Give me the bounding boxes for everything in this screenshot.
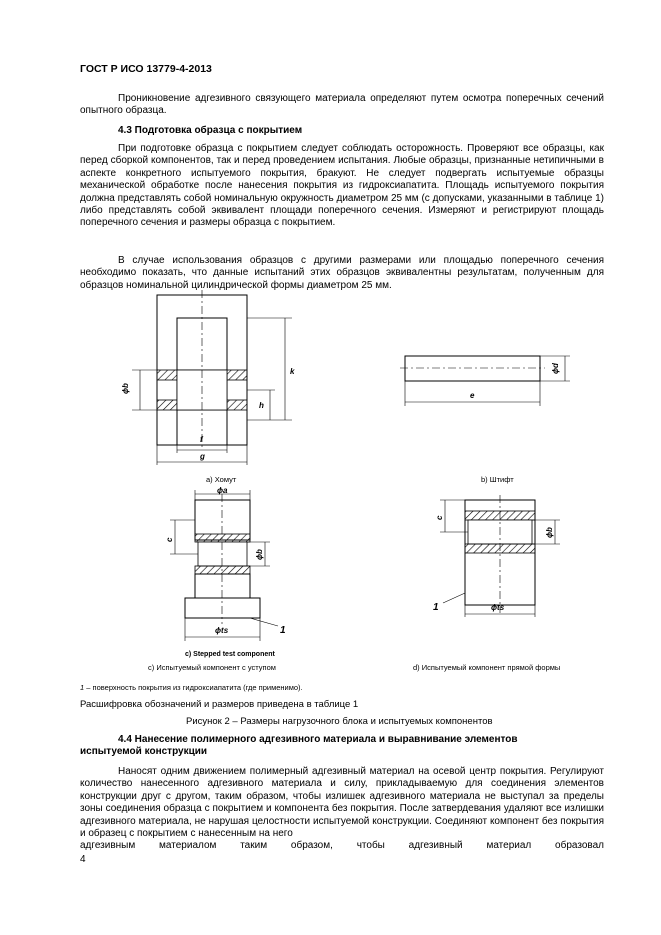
section-4-4-title-line-1: 4.4 Нанесение полимерного адгезивного материала и выравнивание элементов [118, 734, 518, 745]
label-phi-b: ϕb [121, 383, 130, 394]
document-code: ГОСТ Р ИСО 13779-4-2013 [80, 63, 212, 75]
caption-d: d) Испытуемый компонент прямой формы [413, 663, 561, 672]
caption-a: а) Хомут [206, 475, 237, 484]
label-phi-a: ϕa [217, 486, 228, 495]
label-e: e [470, 391, 475, 400]
section-4-3-paragraph-1: При подготовке образца с покрытием следует соблюдать осторожность. Проверяют все образцы, как перед сборкой компонентов, так и перед проведением испытания. Любые образцы, признанные нетипичными в аспекте конкретного испытуемого покрытия, бракуют. Не следует подвергать испытуемые образцы механической обработке после нанесения покрытия из гидроксиапатита. Площадь испытуемого покрытия должна представлять собой номинальную окружность диаметром 25 мм (с допусками, указанными в таблице 1) либо представлять собой эквивалент площади поперечного сечения. Измеряют и регистрируют площадь поперечного сечения и размеры образца с покрытием. [80, 143, 604, 229]
figure-note-text: – поверхность покрытия из гидроксиапатита (где применимо). [84, 683, 303, 692]
section-4-4-paragraph-1-last-line: адгезивным материалом таким образом, чтобы адгезивный материал образовал [80, 840, 604, 851]
section-4-3-paragraph-2: В случае использования образцов с другими размерами или площадью поперечного сечения необходимо показать, что данные испытаний этих образцов эквивалентны результатам, полученным для образцов номинальной цилиндрической формы диаметром 25 мм. [80, 255, 604, 291]
intro-paragraph: Проникновение адгезивного связующего материала определяют путем осмотра поперечных сечений опытного образца. [80, 93, 604, 117]
label-one-d: 1 [433, 602, 439, 613]
section-4-4-title-line-2: испытуемой конструкции [80, 746, 208, 757]
label-g: g [200, 452, 205, 461]
figure-a-clamp [120, 290, 310, 470]
label-phi-b-c: ϕb [255, 549, 264, 560]
label-phi-ts-d: ϕts [491, 603, 505, 612]
label-c-d: c [435, 515, 444, 520]
label-c: c [165, 537, 174, 542]
figure-c-stepped-component [160, 486, 300, 646]
label-phi-b-d: ϕb [545, 527, 554, 538]
figure-note-number: 1 [80, 683, 85, 692]
label-phi-d: ϕd [551, 363, 560, 374]
caption-c-en: c) Stepped test component [185, 651, 275, 658]
figure-b-pin [395, 350, 585, 410]
section-4-3-title: 4.3 Подготовка образца с покрытием [118, 125, 303, 136]
caption-b: b) Штифт [481, 475, 514, 484]
figure-d-straight-component [425, 495, 575, 620]
figure-legend: Расшифровка обозначений и размеров приведена в таблице 1 [80, 699, 359, 710]
label-one-c: 1 [280, 625, 286, 636]
label-k: k [290, 367, 295, 376]
label-phi-ts-c: ϕts [215, 626, 229, 635]
label-h: h [259, 401, 264, 410]
figure-title: Рисунок 2 – Размеры нагрузочного блока и испытуемых компонентов [186, 716, 493, 727]
page-number: 4 [80, 854, 86, 865]
caption-c: с) Испытуемый компонент с уступом [148, 663, 276, 672]
section-4-4-paragraph-1: Наносят одним движением полимерный адгезивный материал на осевой центр покрытия. Регулируют количество нанесенного адгезивного материала и силу, прикладываемую для соединения элементов конструкции друг с другом, таким образом, чтобы излишек адгезивного материала не выступал за пределы зоны соединения образца с покрытием и компонента без покрытия. После затвердевания удаляют все излишки адгезивного материала, не нарушая целостности испытуемой конструкции. Соединяют компонент без покрытия и образец с покрытием с нанесенным на него [80, 766, 604, 840]
figure-note [80, 683, 303, 692]
label-f: f [200, 435, 203, 444]
